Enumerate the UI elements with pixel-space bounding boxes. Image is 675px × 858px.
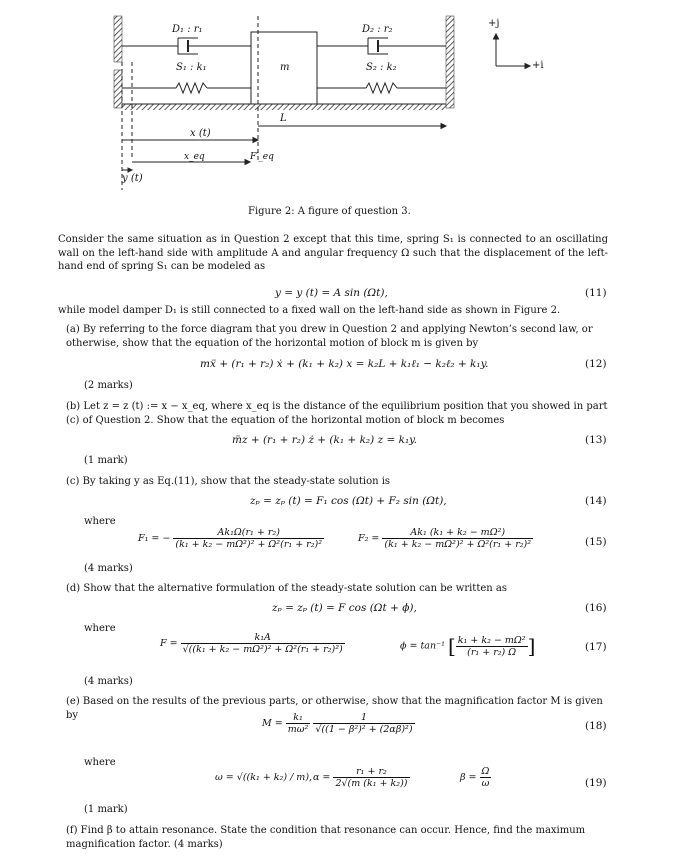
f2-fraction — [382, 527, 533, 550]
part-e-text: (e) Based on the results of the previous parts, or otherwise, show that the magnification factor M is given by — [66, 696, 603, 721]
label-length: L — [280, 113, 287, 124]
f-denominator: √((k₁ + k₂ − mΩ²)² + Ω²(r₁ + r₂)²) — [182, 644, 343, 655]
phi-fraction — [456, 635, 528, 658]
f-fraction — [181, 632, 345, 655]
equation-11: y = y (t) = A sin (Ωt), — [275, 287, 388, 299]
label-s1: S₁ : k₁ — [176, 62, 207, 73]
f1-numerator: Ak₁Ω(r₁ + r₂) — [173, 527, 324, 539]
part-e-eq-number: (18) — [585, 720, 607, 732]
label-x-t: x (t) — [190, 128, 211, 139]
intro-paragraph: Consider the same situation as in Question 2 except that this time, spring S₁ is connected to an oscillating wall on the left-hand side with amplitude A and angular frequency Ω such that the displacement of the left-hand end of spring S₁ can be modeled as — [58, 234, 608, 272]
part-c-f2 — [358, 527, 533, 550]
phi-numerator: k₁ + k₂ − mΩ² — [457, 634, 526, 646]
part-b-equation: m̈z + (r₁ + r₂) ż + (k₁ + k₂) z = k₁y. — [232, 434, 418, 446]
alpha-lhs: α = — [313, 772, 331, 783]
ground — [122, 104, 446, 110]
part-d-text: (d) Show that the alternative formulation of the steady-state solution can be written as — [66, 583, 507, 594]
part-e-m — [262, 712, 415, 735]
m-fraction-1 — [286, 712, 311, 735]
label-y-t: y (t) — [122, 173, 143, 184]
damper-d1 — [122, 38, 251, 54]
spring-s2 — [317, 83, 446, 93]
part-d-where: where — [84, 623, 116, 634]
m-denominator-2: √((1 − β²)² + (2αβ)²) — [315, 724, 413, 735]
label-f-eq: F′_eq — [250, 152, 274, 162]
f2-lhs: F₂ = — [358, 533, 380, 544]
part-e-eq-number-19: (19) — [585, 777, 607, 789]
omega-rhs: √((k₁ + k₂) / m), — [236, 772, 313, 783]
label-axis-j: +j — [488, 18, 500, 29]
omega-lhs: ω = — [215, 772, 234, 783]
right-wall — [446, 16, 454, 108]
f1-lhs: F₁ = − — [138, 533, 171, 544]
axes-icon — [494, 34, 531, 69]
part-d-marks: (4 marks) — [84, 676, 133, 687]
part-a-text: (a) By referring to the force diagram that you drew in Question 2 and applying Newton’s second law, or otherwise, show that the equation of the horizontal motion of block m is given by — [66, 324, 593, 349]
spring-s1 — [122, 83, 251, 93]
part-e-alpha — [313, 766, 410, 789]
f-numerator: k₁A — [181, 632, 345, 644]
part-c-equation: zₚ = zₚ (t) = F₁ cos (Ωt) + F₂ sin (Ωt), — [250, 495, 447, 507]
part-d-phi: ϕ = tan⁻¹ [ $\frac{\text{k₁ + k₂ − mΩ²}}{\text{(r₁ + r₂) Ω}}$ ] — [400, 634, 536, 658]
left-wall — [114, 16, 122, 62]
beta-denominator: ω — [481, 778, 490, 789]
alpha-denominator: 2√(m (k₁ + k₂)) — [335, 778, 408, 789]
part-c-f1 — [138, 527, 324, 550]
beta-fraction — [480, 766, 492, 789]
label-mass: m — [280, 62, 290, 73]
alpha-numerator: r₁ + r₂ — [333, 766, 409, 778]
part-c-eq-number: (14) — [585, 495, 607, 507]
part-c-where: where — [84, 516, 116, 527]
m-fraction-2 — [313, 712, 414, 735]
label-axis-i: +i — [532, 60, 544, 71]
part-c-marks: (4 marks) — [84, 563, 133, 574]
f2-numerator: Ak₁ (k₁ + k₂ − mΩ²) — [382, 527, 533, 539]
beta-lhs: β = — [460, 772, 477, 783]
beta-numerator: Ω — [481, 766, 490, 777]
reference-lines — [122, 16, 258, 190]
label-d2: D₂ : r₂ — [362, 24, 393, 35]
part-f-text: (f) Find β to attain resonance. State the condition that resonance can occur. Hence, find the maximum magnification factor. (4 marks) — [66, 825, 586, 850]
part-b-eq-number: (13) — [585, 434, 607, 446]
phi-denominator: (r₁ + r₂) Ω — [467, 646, 517, 658]
f2-denominator: (k₁ + k₂ − mΩ²)² + Ω²(r₁ + r₂)² — [384, 539, 532, 550]
part-a-eq-number: (12) — [585, 358, 607, 370]
damper-d2 — [317, 38, 446, 54]
f1-fraction — [173, 527, 324, 550]
alpha-fraction — [333, 766, 409, 789]
part-b-marks: (1 mark) — [84, 455, 128, 466]
m-numerator-1: k₁ — [286, 712, 311, 724]
part-d-eq-number: (16) — [585, 602, 607, 614]
part-e-marks: (1 mark) — [84, 804, 128, 815]
m-lhs: M = — [262, 718, 283, 729]
label-d1: D₁ : r₁ — [172, 24, 203, 35]
part-e-beta — [460, 766, 491, 789]
f1-denominator: (k₁ + k₂ − mΩ²)² + Ω²(r₁ + r₂)² — [175, 539, 323, 550]
part-e-where: where — [84, 757, 116, 768]
label-s2: S₂ : k₂ — [366, 62, 397, 73]
part-d-eq-number-17: (17) — [585, 641, 607, 653]
figure-2 — [100, 10, 570, 195]
phi-lhs: ϕ = tan⁻¹ — [400, 640, 445, 652]
part-a-marks: (2 marks) — [84, 380, 133, 391]
left-oscillating-wall — [114, 70, 122, 108]
equation-11-number: (11) — [585, 287, 607, 299]
part-c-eq-number-15: (15) — [585, 536, 607, 548]
after-eq-11: while model damper D₁ is still connected to a fixed wall on the left-hand side as shown in Figure 2. — [58, 305, 561, 316]
part-b-text: (b) Let z = z (t) := x − x_eq, where x_eq is the distance of the equilibrium position that you showed in part (c) of Question 2. Show that the equation of the horizontal motion of block m becomes — [66, 401, 608, 426]
part-e-omega — [215, 772, 312, 783]
part-d-equation: zₚ = zₚ (t) = F cos (Ωt + ϕ), — [272, 602, 417, 614]
part-d-f — [160, 632, 345, 655]
m-denominator-1: mω² — [287, 724, 309, 735]
label-x-eq: x_eq — [184, 152, 205, 162]
f-lhs: F = — [160, 638, 178, 649]
part-c-text: (c) By taking y as Eq.(11), show that the steady-state solution is — [66, 476, 391, 487]
m-numerator-2: 1 — [313, 712, 414, 724]
part-a-equation: mẍ + (r₁ + r₂) ẋ + (k₁ + k₂) x = k₂L + k₁ℓ₁ − k₂ℓ₂ + k₁y. — [200, 358, 489, 370]
figure-caption: Figure 2: A figure of question 3. — [248, 206, 411, 217]
y-arrow — [122, 168, 132, 172]
mechanical-diagram — [100, 10, 570, 195]
